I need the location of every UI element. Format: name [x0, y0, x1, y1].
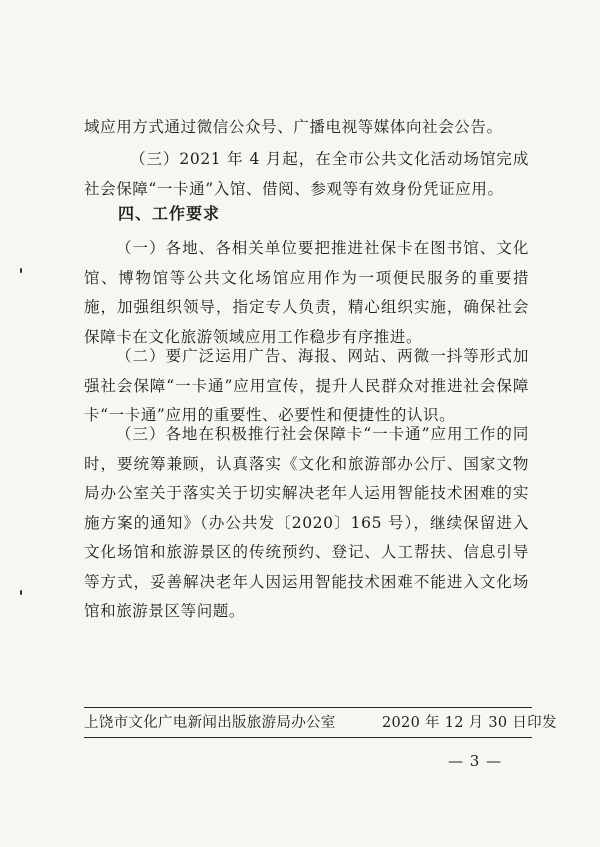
- paragraph-requirement-one: （一）各地、各相关单位要把推进社保卡在图书馆、文化馆、博物馆等公共文化场馆应用作为一项便民服务的重要措施，加强组织领导，指定专人负责，精心组织实施，确保社会保障卡在文化旅游领域应用工作稳步有序推进。: [84, 239, 529, 346]
- paragraph-requirement-three: （三）各地在积极推行社会保障卡“一卡通”应用工作的同时，要统筹兼顾，认真落实《文化和旅游部办公厅、国家文物局办公室关于落实关于切实解决老年人运用智能技术困难的实施方案的通知》（办公共发〔2020〕165 号），继续保留进入文化场馆和旅游景区的传统预约、登记、人工帮扶、信息引导等方式，妥善解决老年人因运用智能技术困难不能进入文化场馆和旅游景区等问题。: [84, 425, 529, 620]
- paragraph-requirement-two: （二）要广泛运用广告、海报、网站、两微一抖等形式加强社会保障“一卡通”应用宣传，提升人民群众对推进社会保障卡“一卡通”应用的重要性、必要性和便捷性的认识。: [84, 347, 529, 424]
- footer-print-date: 2020 年 12 月 30 日印发: [382, 715, 557, 731]
- page-number: — 3 —: [448, 752, 503, 770]
- binding-hole-mark: [20, 268, 22, 273]
- paragraph-item-three-timeline: （三）2021 年 4 月起，在全市公共文化活动场馆完成社会保障“一卡通”入馆、借阅、参观等有效身份凭证应用。: [84, 150, 529, 198]
- footer-issuer: 上饶市文化广电新闻出版旅游局办公室: [84, 715, 336, 731]
- section-heading: 四、工作要求: [118, 204, 221, 223]
- footer-bottom-rule: [84, 737, 532, 738]
- footer-top-rule: [84, 707, 532, 708]
- paragraph-continuation: 域应用方式通过微信公众号、广播电视等媒体向社会公告。: [84, 118, 503, 136]
- binding-hole-mark: [20, 590, 22, 595]
